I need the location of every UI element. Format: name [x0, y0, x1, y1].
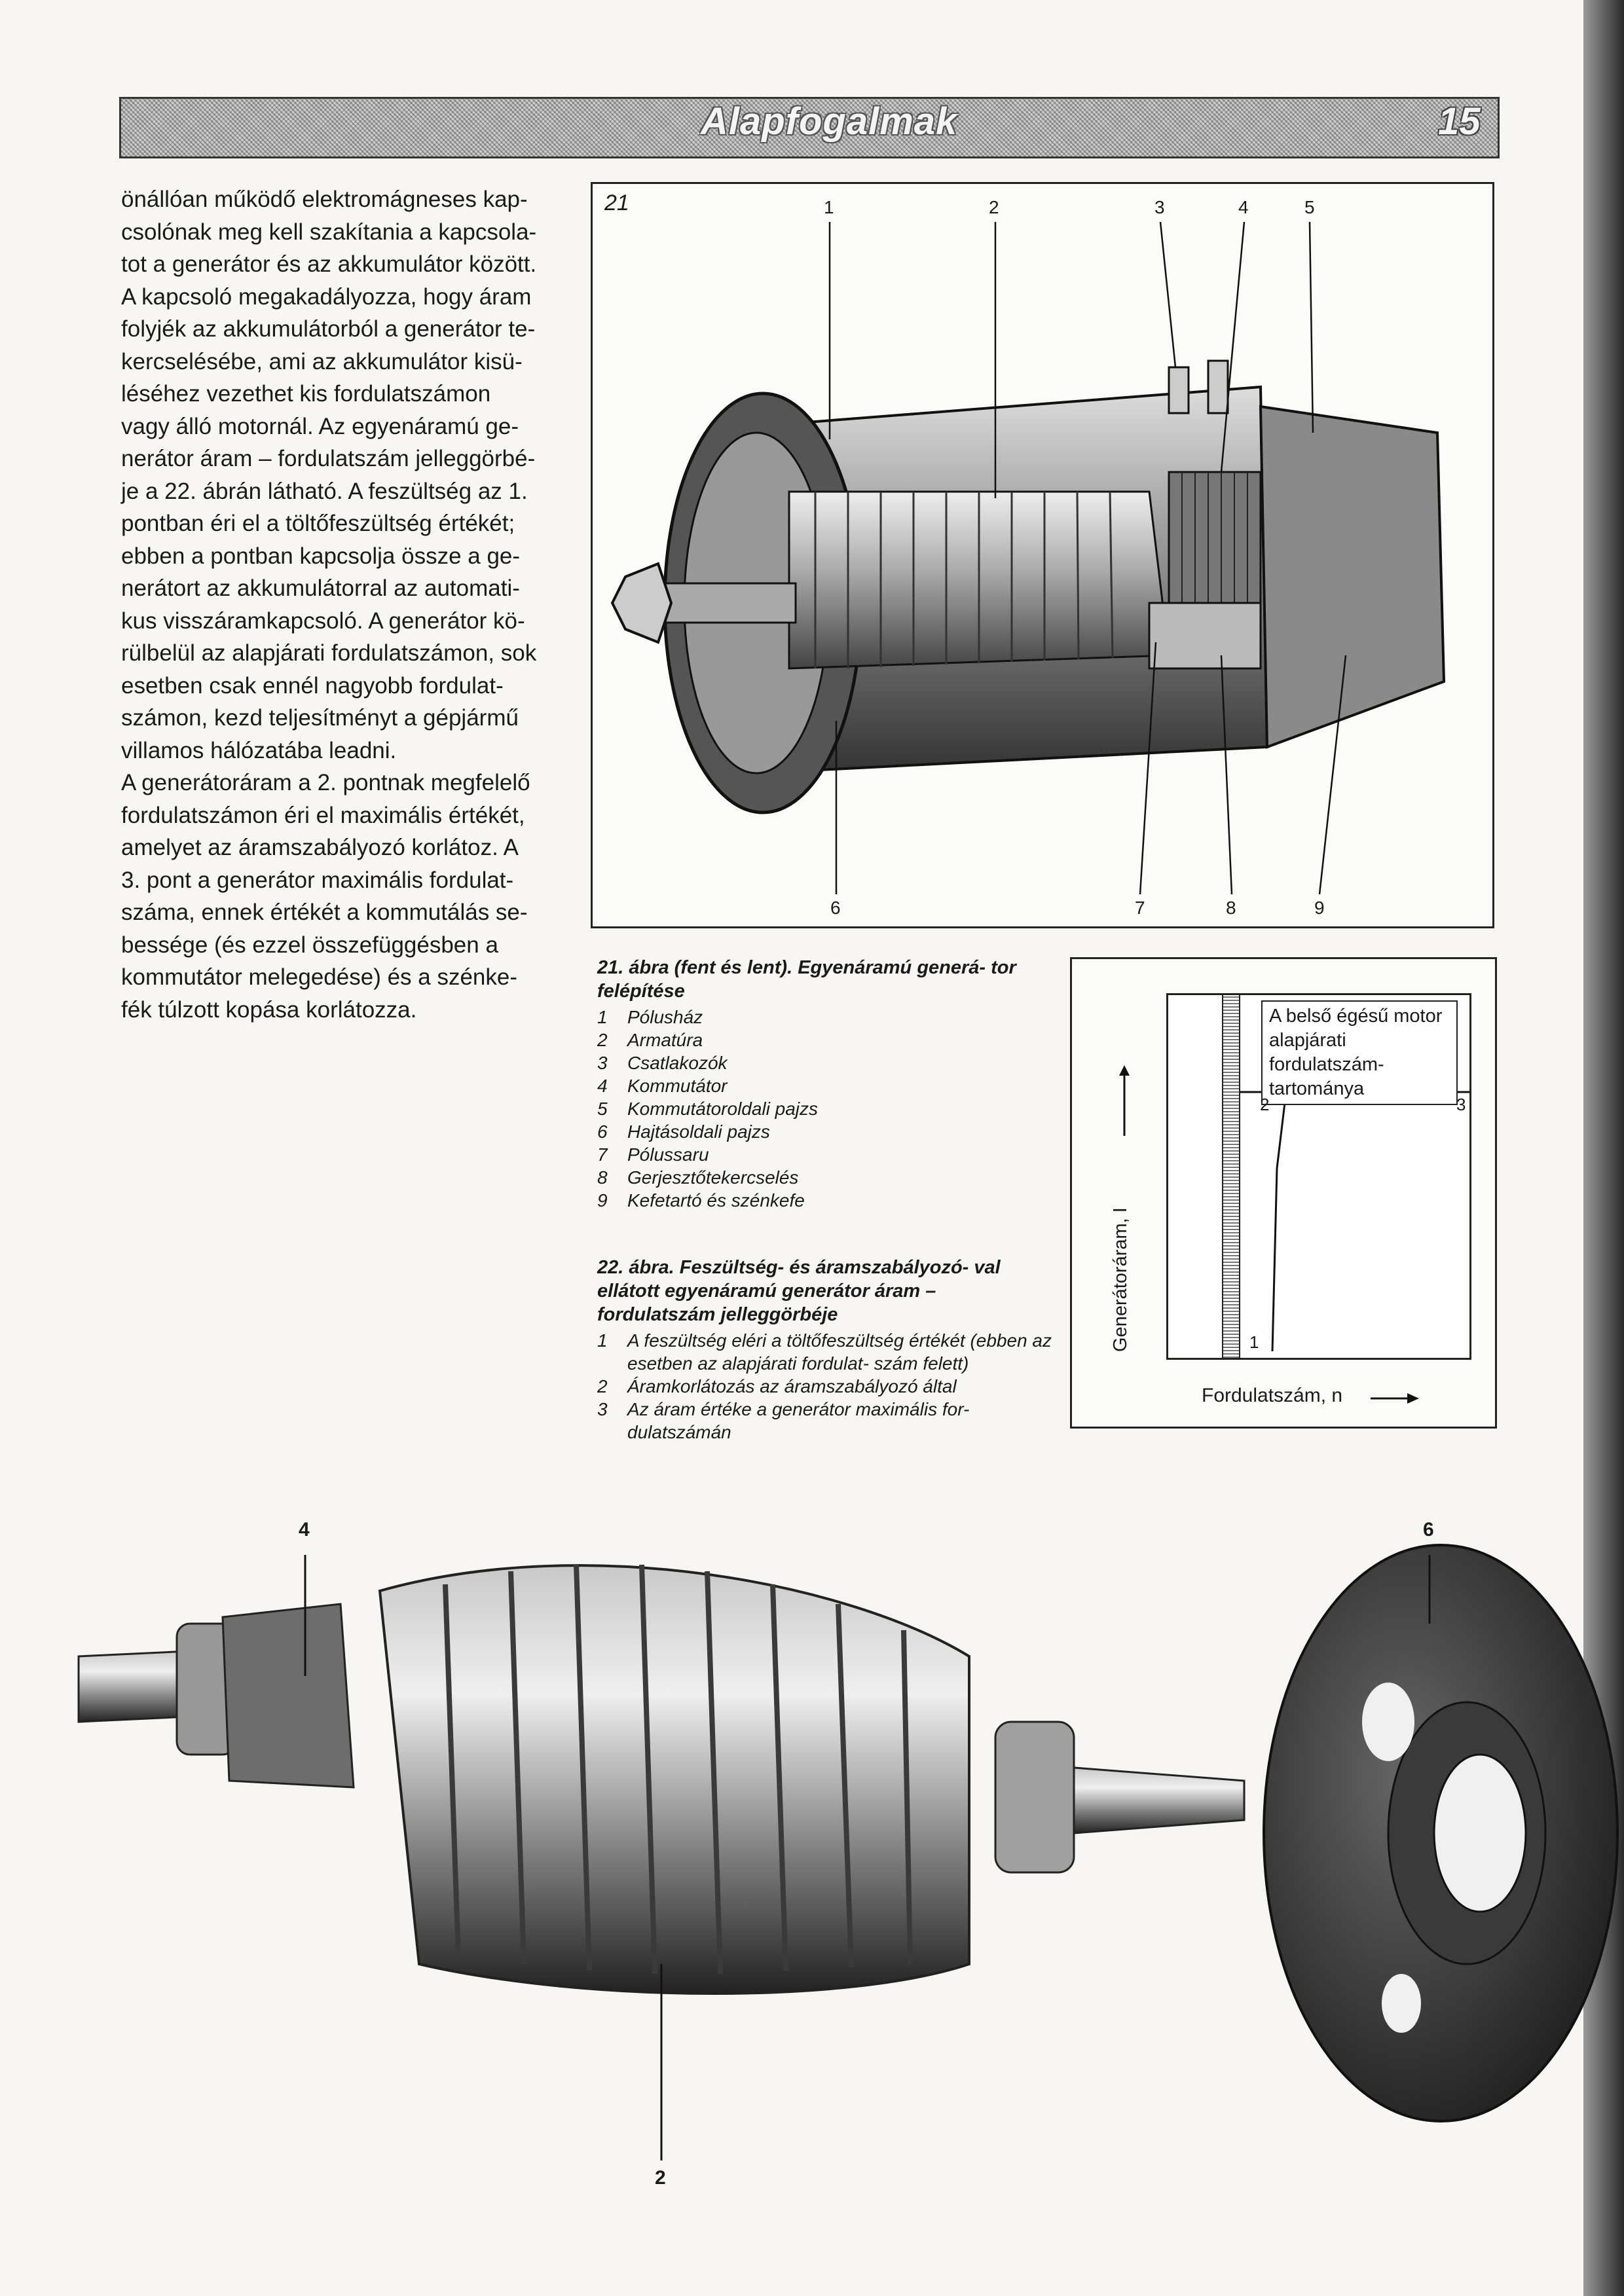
callout-9: 9 — [1314, 898, 1325, 918]
point-label-1: 1 — [1249, 1332, 1259, 1352]
part-number: 5 — [597, 1099, 608, 1119]
part-text: Csatlakozók — [627, 1053, 728, 1073]
body-text-line: rülbelül az alapjárati fordulatszámon, sok — [121, 640, 537, 666]
figure-22-caption-title: 22. ábra. Feszültség- és áramszabályozó- val ellátott egyenáramú generátor áram – fordulatszám jelleggörbéje — [597, 1257, 1001, 1325]
part-number: 8 — [597, 1167, 608, 1188]
point-item — [597, 1398, 1056, 1444]
body-text-line: vagy álló motornál. Az egyenáramú ge- — [121, 413, 519, 439]
point-number: 1 — [597, 1330, 608, 1351]
body-text-line: amelyet az áramszabályozó korlátoz. A — [121, 835, 519, 860]
body-text-line: bessége (és ezzel összefüggésben a — [121, 932, 498, 958]
point-text: Az áram értéke a generátor maximális for- dulatszámán — [627, 1399, 970, 1442]
part-text: Kommutátoroldali pajzs — [627, 1099, 819, 1119]
point-number: 3 — [597, 1399, 608, 1419]
part-text: Pólussaru — [627, 1144, 709, 1165]
part-item — [597, 1189, 1056, 1212]
part-number: 1 — [597, 1007, 608, 1027]
body-text-line: nerátor áram – fordulatszám jelleggörbé- — [121, 446, 536, 471]
current-curve — [1272, 1092, 1469, 1351]
body-text-line: fordulatszámon éri el maximális értékét, — [121, 802, 525, 828]
body-text-line: esetben csak ennél nagyobb fordulat- — [121, 672, 504, 699]
part-item — [597, 1006, 1056, 1029]
figure-22-caption — [597, 1256, 1056, 1444]
part-item — [597, 1166, 1056, 1189]
x-axis-arrow — [1368, 1389, 1420, 1408]
part-number: 4 — [597, 1076, 608, 1096]
part-number: 3 — [597, 1053, 608, 1073]
part-text: Kommutátor — [627, 1076, 728, 1096]
figure-21-parts-list — [597, 1006, 1056, 1212]
body-text-line: A generátoráram a 2. pontnak megfelelő — [121, 770, 530, 795]
photo-label-4: 4 — [299, 1519, 310, 1540]
body-text-line: tot a generátor és az akkumulátor között. — [121, 251, 537, 277]
body-text-line: pontban éri el a töltőfeszültség értékét; — [121, 511, 515, 536]
body-text-line: A kapcsoló megakadályozza, hogy áram — [121, 283, 532, 310]
callout-5: 5 — [1304, 197, 1315, 217]
point-item — [597, 1375, 1056, 1398]
body-text-line: folyjék az akkumulátorból a generátor te- — [121, 316, 536, 342]
y-axis-label: Generátoráram, I — [1110, 1207, 1131, 1352]
part-item — [597, 1097, 1056, 1120]
body-text-line: kommutátor melegedése) és a szénke- — [121, 964, 517, 990]
body-text-line: ebben a pontban kapcsolja össze a ge- — [121, 543, 521, 569]
callout-8: 8 — [1226, 898, 1236, 918]
part-text: Armatúra — [627, 1030, 703, 1050]
point-label-2: 2 — [1260, 1095, 1270, 1114]
body-text-line: fék túlzott kopása korlátozza. — [121, 996, 417, 1023]
point-item — [597, 1329, 1056, 1375]
part-number: 6 — [597, 1121, 608, 1142]
armature-and-end-shield-illustration — [0, 1506, 1624, 2296]
part-item — [597, 1074, 1056, 1097]
point-label-3: 3 — [1456, 1095, 1466, 1114]
body-text-line: önállóan működő elektromágneses kap- — [121, 187, 528, 212]
callout-1: 1 — [824, 197, 834, 217]
body-text — [121, 183, 566, 1026]
callout-2: 2 — [989, 197, 999, 217]
part-number: 2 — [597, 1030, 608, 1050]
figure-22-points-list — [597, 1329, 1056, 1444]
point-text: A feszültség eléri a töltőfeszültség értékét (ebben az esetben az alapjárati fordulat- szám felett) — [627, 1330, 1052, 1374]
body-text-line: számon, kezd teljesítményt a gépjármű — [121, 705, 519, 731]
page-number: 15 — [1438, 100, 1481, 143]
body-text-line: kus visszáramkapcsoló. A generátor kö- — [121, 608, 525, 634]
photo-label-6: 6 — [1423, 1519, 1434, 1540]
chart-plot-area — [1166, 993, 1471, 1360]
part-number: 7 — [597, 1144, 608, 1165]
figure-21 — [591, 182, 1494, 928]
figure-21-caption-title: 21. ábra (fent és lent). Egyenáramú generá- tor felépítése — [597, 957, 1016, 1002]
part-item — [597, 1120, 1056, 1143]
figure-22 — [1070, 957, 1497, 1429]
photo-label-2: 2 — [655, 2167, 666, 2189]
part-number: 9 — [597, 1190, 608, 1211]
generator-cutaway-illustration — [593, 184, 1492, 926]
body-text-line: 3. pont a generátor maximális fordulat- — [121, 867, 514, 893]
part-item — [597, 1029, 1056, 1051]
part-text: Pólusház — [627, 1007, 703, 1027]
body-text-line: je a 22. ábrán látható. A feszültség az 1. — [121, 478, 528, 504]
part-text: Kefetartó és szénkefe — [627, 1190, 805, 1211]
point-number: 2 — [597, 1376, 608, 1396]
y-axis-arrow — [1105, 1064, 1144, 1142]
part-text: Gerjesztőtekercselés — [627, 1167, 799, 1188]
section-title: Alapfogalmak — [701, 100, 958, 143]
part-item — [597, 1143, 1056, 1166]
callout-7: 7 — [1135, 898, 1145, 918]
part-text: Hajtásoldali pajzs — [627, 1121, 770, 1142]
x-axis-label: Fordulatszám, n — [1202, 1385, 1343, 1406]
body-text-line: nerátort az akkumulátorral az automati- — [121, 575, 520, 601]
callout-4: 4 — [1238, 197, 1249, 217]
callout-3: 3 — [1154, 197, 1165, 217]
figure-21-number: 21 — [604, 191, 629, 215]
point-text: Áramkorlátozás az áramszabályozó által — [627, 1376, 957, 1396]
figure-21-caption — [597, 956, 1056, 1212]
idle-range-annotation: A belső égésű motor alapjárati fordulatszám- tartománya — [1261, 1000, 1458, 1105]
callout-6: 6 — [830, 898, 841, 918]
body-text-line: villamos hálózatába leadni. — [121, 737, 397, 763]
body-text-line: léséhez vezethet kis fordulatszámon — [121, 381, 491, 407]
armature-photo — [0, 1506, 1624, 2296]
body-text-line: száma, ennek értékét a kommutálás se- — [121, 900, 528, 925]
body-text-line: kercselésébe, ami az akkumulátor kisü- — [121, 348, 523, 374]
body-text-line: csolónak meg kell szakítania a kapcsola- — [121, 219, 537, 245]
part-item — [597, 1051, 1056, 1074]
